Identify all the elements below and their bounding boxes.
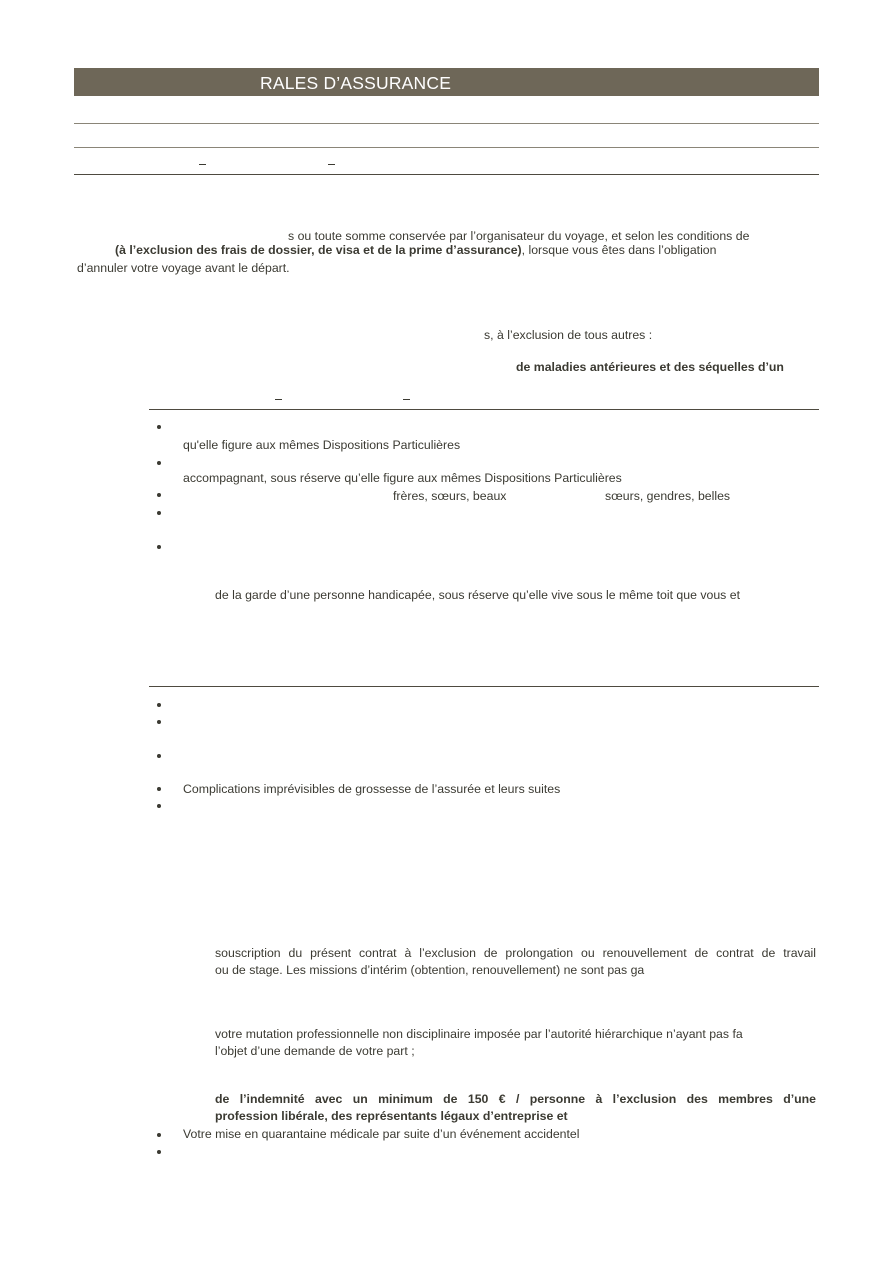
list-item: Votre mise en quarantaine médicale par suite d’un événement accidentel	[183, 1127, 580, 1141]
bullet	[157, 1150, 161, 1154]
section-header-banner	[74, 68, 819, 96]
section-title: RALES D’ASSURANCE	[260, 73, 452, 93]
job-line-2: ou de stage. Les missions d’intérim (obtention, renouvellement) ne sont pas ga	[215, 963, 645, 977]
bullet	[157, 425, 161, 429]
bullet	[157, 787, 161, 791]
list-item: Complications imprévisibles de grossesse de l’assurée et leurs suites	[183, 782, 561, 796]
bullet	[157, 545, 161, 549]
list-item-fragment: sœurs, gendres, belles	[605, 489, 731, 503]
bullet	[157, 511, 161, 515]
bullet	[157, 493, 161, 497]
bullet	[157, 754, 161, 758]
divider	[74, 123, 819, 124]
mutation-line-1: votre mutation professionnelle non disciplinaire imposée par l’autorité hiérarchique n’ayant pas fa	[215, 1027, 743, 1041]
divider	[74, 147, 819, 148]
intro-line-3: d’annuler votre voyage avant le départ.	[77, 261, 290, 275]
intro-line-1: s ou toute somme conservée par l’organisateur du voyage, et selon les conditions de	[288, 229, 750, 243]
list-item: accompagnant, sous réserve qu’elle figure aux mêmes Dispositions Particulières	[183, 471, 622, 485]
job-line-1: souscription du présent contrat à l’exclusion de prolongation ou renouvellement de contrat de travail	[215, 946, 816, 960]
dash-mark	[199, 164, 206, 165]
intro-line-2-rest: , lorsque vous êtes dans l’obligation	[521, 243, 717, 257]
list-item-fragment: frères, sœurs, beaux	[393, 489, 507, 503]
list-item-sub: de la garde d’une personne handicapée, sous réserve qu’elle vive sous le même toit que vous et	[215, 588, 740, 602]
dash-mark	[403, 399, 410, 400]
mutation-line-2: l’objet d’une demande de votre part ;	[215, 1044, 415, 1058]
indemnity-line-2: profession libérale, des représentants légaux d’entreprise et	[215, 1109, 568, 1123]
bullet	[157, 804, 161, 808]
divider	[149, 686, 819, 687]
list-item: qu'elle figure aux mêmes Dispositions Particulières	[183, 438, 461, 452]
bullet	[157, 720, 161, 724]
divider	[74, 174, 819, 175]
bullet	[157, 1133, 161, 1137]
dash-mark	[275, 399, 282, 400]
intro-line-2	[115, 243, 816, 257]
bullet	[157, 703, 161, 707]
bold-antecedent-line: de maladies antérieures et des séquelles d’un	[516, 360, 784, 374]
dash-mark	[328, 164, 335, 165]
bullet	[157, 461, 161, 465]
exclusion-line: s, à l’exclusion de tous autres :	[484, 328, 653, 342]
indemnity-line-1: de l’indemnité avec un minimum de 150 € / personne à l’exclusion des membres d’une	[215, 1092, 816, 1106]
divider	[149, 409, 819, 410]
intro-bold-exclusion: (à l’exclusion des frais de dossier, de visa et de la prime d’assurance)	[115, 243, 522, 257]
